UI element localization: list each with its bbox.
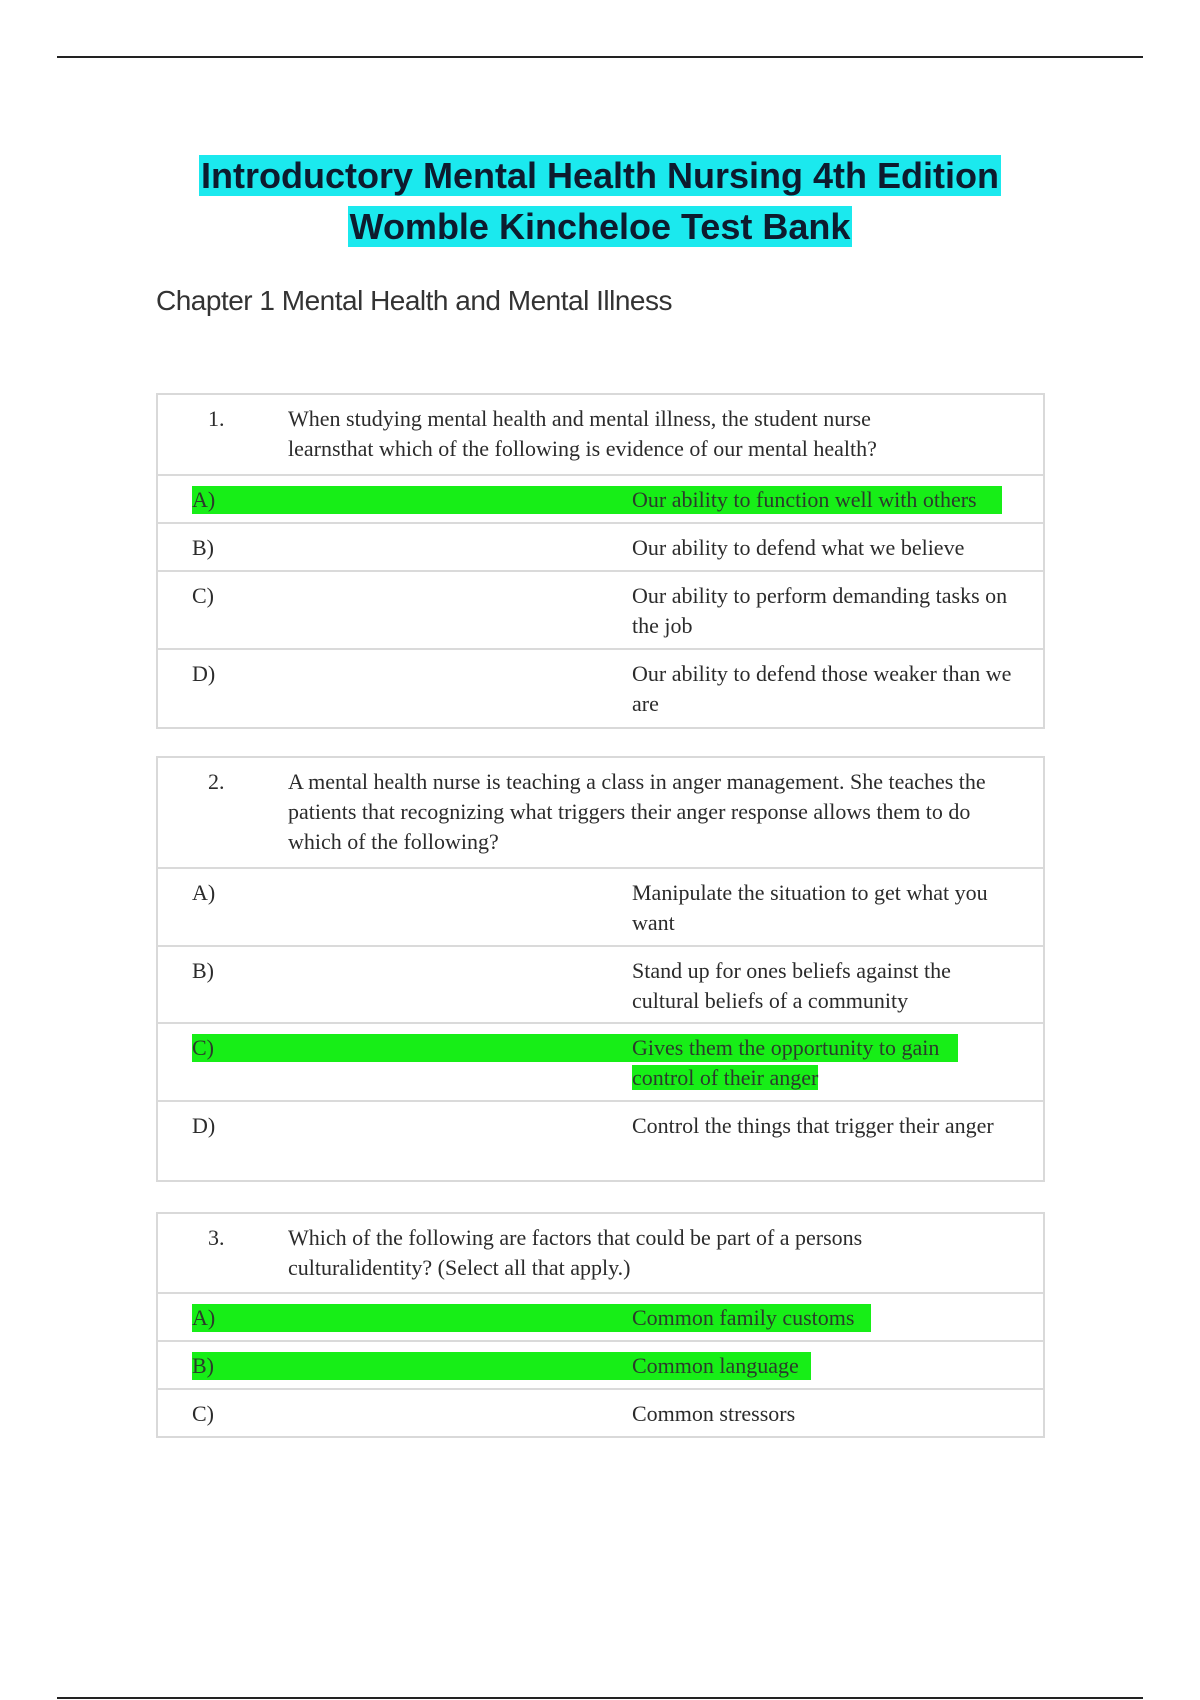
answer-label: B) — [192, 958, 214, 983]
answer-row-d — [158, 1102, 1043, 1180]
answer-row-c — [158, 572, 1043, 650]
answer-label: B) — [192, 535, 214, 560]
answer-text — [632, 1033, 962, 1093]
answer-text-highlight: Gives them the opportunity to gain control of their anger — [632, 1035, 940, 1090]
answer-row-c — [158, 1390, 1043, 1436]
answer-label: D) — [192, 1113, 216, 1138]
answer-label: C) — [192, 1035, 214, 1060]
answer-label: C) — [192, 1401, 214, 1426]
question-row — [158, 1214, 1043, 1294]
title-line-2: Womble Kincheloe Test Bank — [349, 206, 851, 247]
answer-text: Stand up for ones beliefs against the cultural beliefs of a community — [632, 958, 951, 1013]
question-row — [158, 395, 1043, 476]
answer-row-b — [158, 1342, 1043, 1390]
question-row — [158, 758, 1043, 869]
answer-label: B) — [192, 1353, 214, 1378]
answer-text: Our ability to function well with others — [632, 487, 977, 512]
answer-label: A) — [192, 880, 216, 905]
chapter-heading: Chapter 1 Mental Health and Mental Illness — [156, 285, 672, 316]
answer-label: C) — [192, 583, 214, 608]
question-text: A mental health nurse is teaching a class in anger management. She teaches the patients that recognizing what triggers their anger response allows them to do which of the following? — [288, 769, 986, 854]
answer-row-a — [158, 476, 1043, 524]
answer-text: Common stressors — [632, 1401, 796, 1426]
answer-row-a — [158, 869, 1043, 947]
answer-text: Our ability to defend those weaker than we are — [632, 661, 1012, 716]
answer-label: D) — [192, 661, 216, 686]
top-rule — [57, 56, 1143, 58]
question-number: 3. — [208, 1225, 225, 1250]
answer-row-c — [158, 1024, 1043, 1102]
question-text: When studying mental health and mental illness, the student nurse learnsthat which of the following is evidence of our mental health? — [288, 406, 877, 461]
answer-text: Common language — [632, 1353, 799, 1378]
question-1-table — [156, 393, 1045, 729]
question-number: 2. — [208, 769, 225, 794]
answer-label: A) — [192, 1305, 216, 1330]
answer-row-a — [158, 1294, 1043, 1342]
answer-text: Common family customs — [632, 1305, 855, 1330]
question-number: 1. — [208, 406, 225, 431]
answer-row-d — [158, 650, 1043, 727]
answer-text: Control the things that trigger their anger — [632, 1113, 994, 1138]
answer-text: Manipulate the situation to get what you want — [632, 880, 988, 935]
answer-text: Our ability to defend what we believe — [632, 535, 965, 560]
answer-row-b — [158, 524, 1043, 572]
bottom-rule — [57, 1697, 1143, 1699]
question-3-table — [156, 1212, 1045, 1438]
answer-text: Our ability to perform demanding tasks on the job — [632, 583, 1008, 638]
question-2-table — [156, 756, 1045, 1182]
answer-label: A) — [192, 487, 216, 512]
question-text: Which of the following are factors that could be part of a persons culturalidentity? (Select all that apply.) — [288, 1225, 863, 1280]
document-title — [0, 150, 1200, 252]
answer-row-b — [158, 947, 1043, 1024]
title-line-1: Introductory Mental Health Nursing 4th Edition — [200, 155, 999, 196]
